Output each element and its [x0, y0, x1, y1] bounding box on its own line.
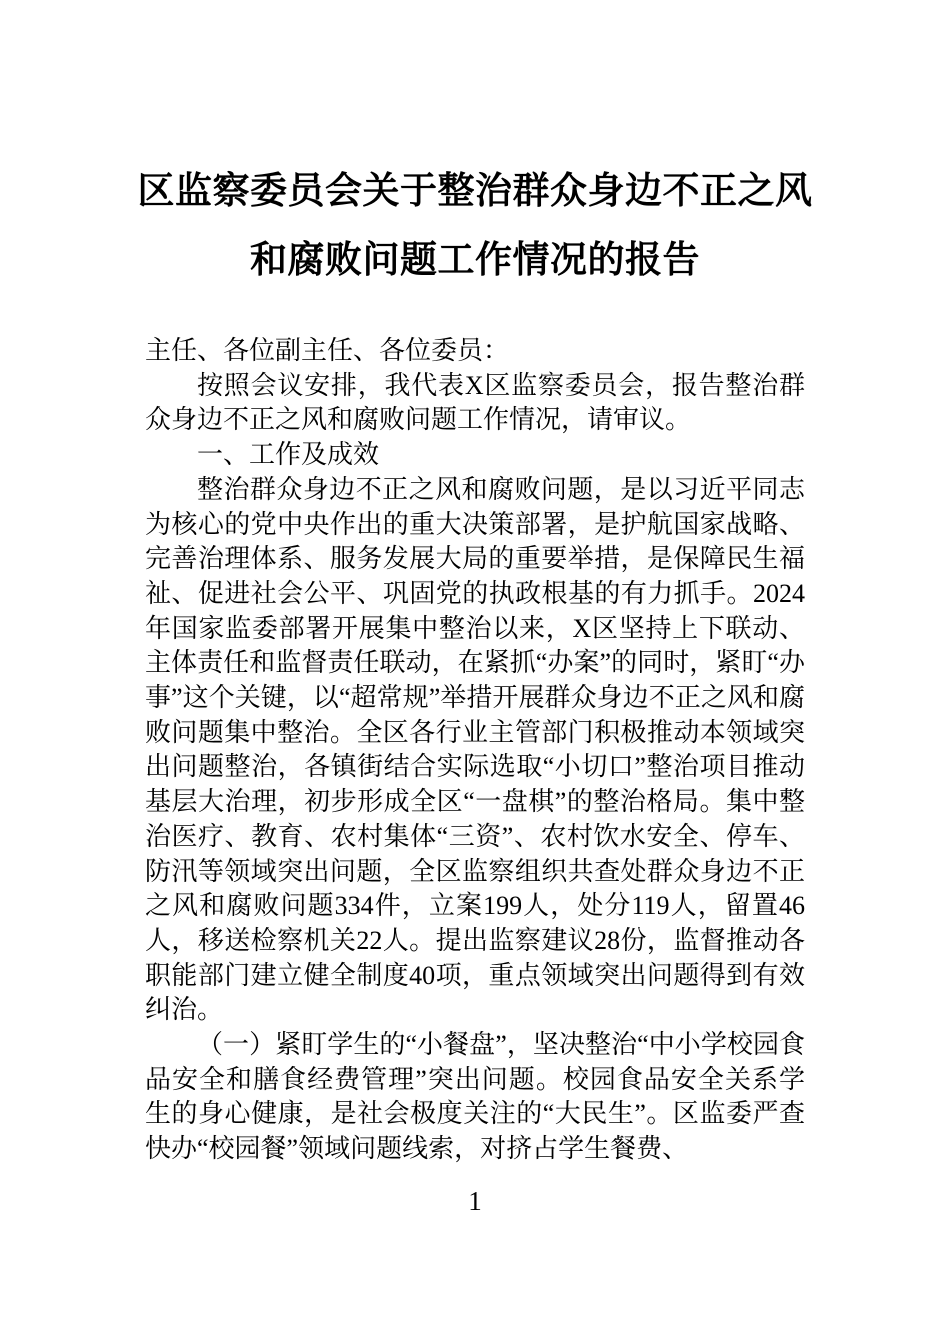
- page-number: 1: [468, 1186, 482, 1216]
- document-body: [145, 334, 805, 1167]
- section-heading: 一、工作及成效: [197, 440, 380, 470]
- title-line-1: 区监察委员会关于整治群众身边不正之风: [137, 170, 813, 211]
- salutation-line: 主任、各位副主任、各位委员：: [145, 336, 510, 365]
- subsection-one-paragraph: （一）紧盯学生的“小餐盘”，坚决整治“中小学校园食品安全和膳食经费管理”突出问题。校园食品安全关系学生的身心健康，是社会极度关注的“大民生”。区监委严查快办“校园餐”领域问题线索，对挤占学生餐费、: [145, 1030, 805, 1164]
- title-line-2: 和腐败问题工作情况的报告: [250, 239, 700, 280]
- document-title: [0, 156, 950, 294]
- intro-paragraph: 按照会议安排，我代表X区监察委员会，报告整治群众身边不正之风和腐败问题工作情况，请审议。: [145, 370, 805, 435]
- achievements-paragraph: 整治群众身边不正之风和腐败问题，是以习近平同志为核心的党中央作出的重大决策部署，是护航国家战略、完善治理体系、服务发展大局的重要举措，是保障民生福祉、促进社会公平、巩固党的执政根基的有力抓手。2024年国家监委部署开展集中整治以来，X区坚持上下联动、主体责任和监督责任联动，在紧抓“办案”的同时，紧盯“办事”这个关键，以“超常规”举措开展群众身边不正之风和腐败问题集中整治。全区各行业主管部门积极推动本领域突出问题整治，各镇街结合实际选取“小切口”整治项目推动基层大治理，初步形成全区“一盘棋”的整治格局。集中整治医疗、教育、农村集体“三资”、农村饮水安全、停车、防汛等领域突出问题，全区监察组织共查处群众身边不正之风和腐败问题334件，立案199人，处分119人，留置46人，移送检察机关22人。提出监察建议28份，监督推动各职能部门建立健全制度40项，重点领域突出问题得到有效纠治。: [145, 474, 805, 1025]
